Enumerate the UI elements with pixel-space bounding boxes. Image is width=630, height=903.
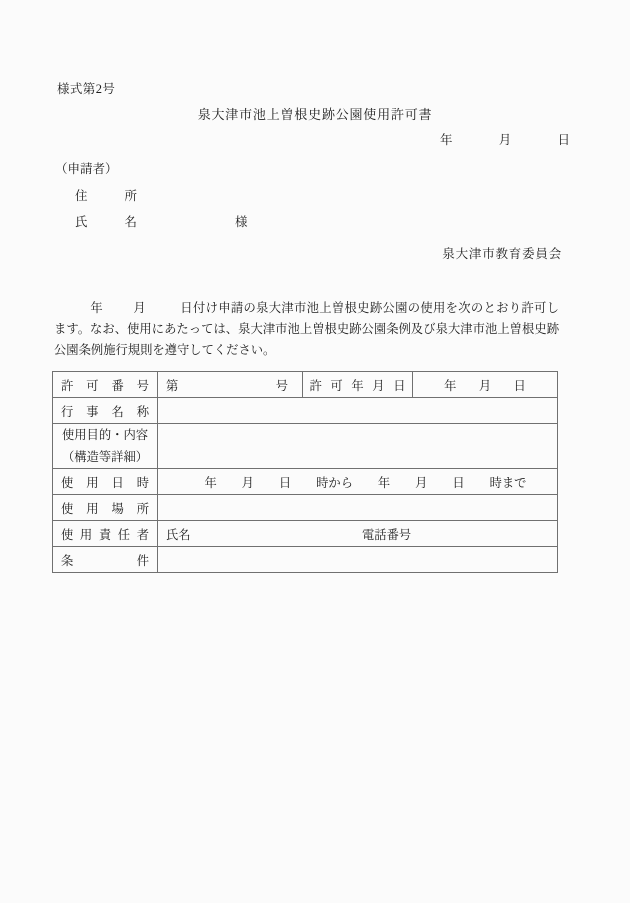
row-label-conditions: 条件 <box>53 547 158 573</box>
body-text: 付け申請の泉大津市池上曽根史跡公園の使用を次のとおり許可します。なお、使用にあたっては、泉大津市池上曽根史跡公園条例及び泉大津市池上曽根史跡公園条例施行規則を遵守してください。 <box>54 301 559 357</box>
row-label-purpose: 使用目的・内容 （構造等詳細） <box>53 424 158 469</box>
row-label-use-datetime: 使用日時 <box>53 469 158 495</box>
cell-conditions-value[interactable] <box>158 547 558 573</box>
issue-date-year: 年 <box>440 133 453 147</box>
issuer-name: 泉大津市教育委員会 <box>442 247 562 261</box>
use-start-month: 月 <box>241 475 254 490</box>
use-end-month: 月 <box>415 475 428 490</box>
form-number: 様式第2号 <box>57 82 116 96</box>
table-row-event-name <box>53 398 558 424</box>
table-row-purpose <box>53 424 558 469</box>
table-row-use-datetime <box>53 469 558 495</box>
issue-date-line <box>440 130 570 148</box>
use-start-day: 日 <box>278 475 292 490</box>
cell-permit-number-value[interactable] <box>158 372 303 398</box>
cell-use-place-value[interactable] <box>158 495 558 521</box>
body-paragraph <box>54 298 559 361</box>
applicant-name-label: 氏名 <box>75 215 137 229</box>
cell-permit-date-value[interactable] <box>413 372 558 398</box>
permit-number-suffix: 号 <box>275 378 288 393</box>
issue-date-day: 日 <box>557 133 570 147</box>
row-label-permit-number: 許可番号 <box>53 372 158 398</box>
table-row-responsible-person <box>53 521 558 547</box>
body-date-year: 年 <box>90 301 103 315</box>
use-end-year: 年 <box>377 475 391 490</box>
applicant-address-label: 住所 <box>75 189 137 203</box>
table-row-permit-number <box>53 372 558 398</box>
permit-date-month: 月 <box>478 378 492 393</box>
permit-date-year: 年 <box>444 378 457 393</box>
row-label-responsible-person: 使用責任者 <box>53 521 158 547</box>
body-date-month: 月 <box>132 301 146 315</box>
document-title: 泉大津市池上曽根史跡公園使用許可書 <box>197 107 433 122</box>
cell-responsible-person-value[interactable] <box>158 521 558 547</box>
permit-number-prefix: 第 <box>166 378 179 393</box>
row-label-event-name: 行事名称 <box>53 398 158 424</box>
body-date-day: 日 <box>179 301 193 315</box>
use-start-year: 年 <box>204 475 217 490</box>
use-end-time: 時まで <box>489 475 527 490</box>
use-start-time: 時から <box>316 475 354 490</box>
cell-use-datetime-value[interactable] <box>158 469 558 495</box>
responsible-phone-label: 電話番号 <box>362 527 412 542</box>
responsible-name-label: 氏名 <box>166 527 191 542</box>
applicant-name-row <box>75 212 137 230</box>
cell-purpose-value[interactable] <box>158 424 558 469</box>
applicant-address-row <box>75 186 137 204</box>
permit-details-table <box>52 371 558 573</box>
row-label-use-place: 使用場所 <box>53 495 158 521</box>
table-row-conditions <box>53 547 558 573</box>
issue-date-month: 月 <box>498 133 512 147</box>
use-end-day: 日 <box>452 475 465 490</box>
cell-event-name-value[interactable] <box>158 398 558 424</box>
row-label-permit-date: 許可年月日 <box>303 372 413 398</box>
permit-date-day: 日 <box>513 378 526 393</box>
applicant-honorific: 様 <box>235 215 248 229</box>
table-row-use-place <box>53 495 558 521</box>
applicant-heading: （申請者） <box>55 162 118 176</box>
